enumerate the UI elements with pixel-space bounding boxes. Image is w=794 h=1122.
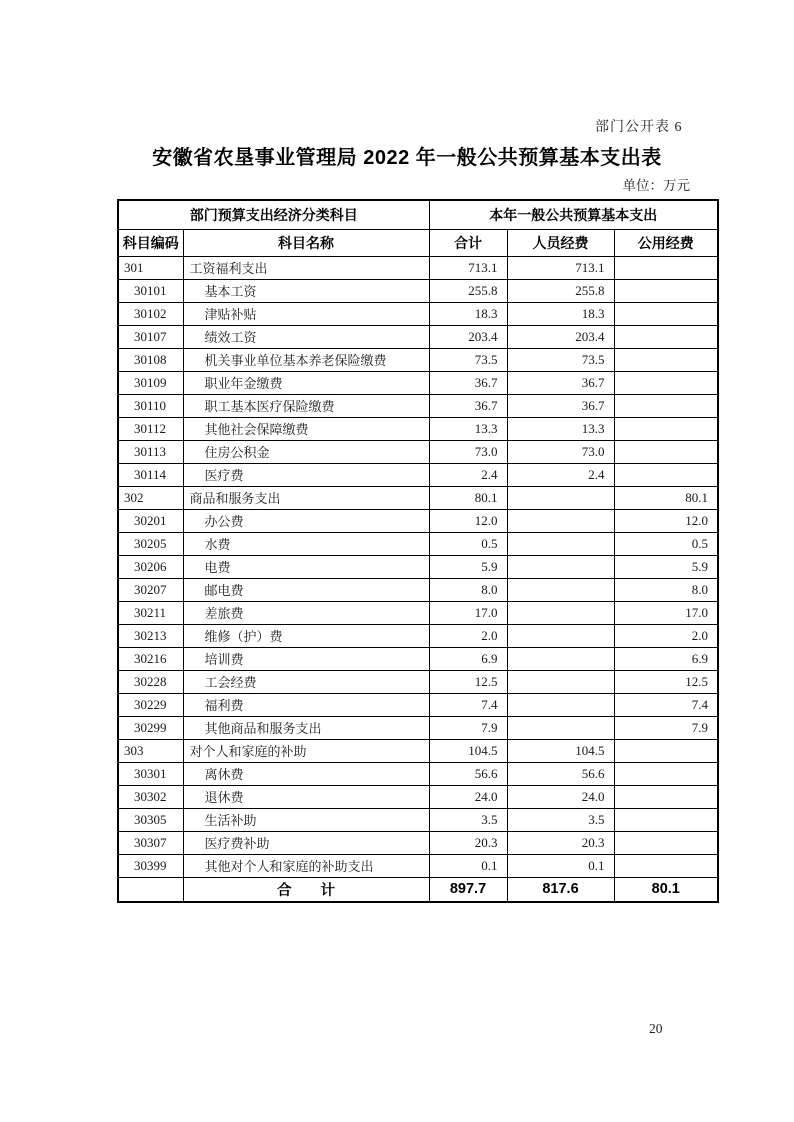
table-row: [118, 739, 718, 762]
cell-name: 绩效工资: [183, 325, 429, 348]
header-group-right: 本年一般公共预算基本支出: [429, 200, 718, 229]
cell-personnel: 255.8: [507, 279, 614, 302]
table-row: [118, 693, 718, 716]
cell-name: 住房公积金: [183, 440, 429, 463]
cell-public: [614, 831, 718, 854]
table-row: [118, 555, 718, 578]
column-header-personnel: 人员经费: [507, 229, 614, 256]
cell-public: 12.5: [614, 670, 718, 693]
cell-public: 6.9: [614, 647, 718, 670]
cell-code: 301: [118, 256, 183, 279]
cell-name: 退休费: [183, 785, 429, 808]
header-group-row: [118, 200, 718, 229]
cell-code: 30206: [118, 555, 183, 578]
cell-name: 工资福利支出: [183, 256, 429, 279]
cell-public: [614, 394, 718, 417]
table-row: [118, 716, 718, 739]
cell-public: 17.0: [614, 601, 718, 624]
cell-code: 30213: [118, 624, 183, 647]
column-header-total: 合计: [429, 229, 507, 256]
table-row: [118, 785, 718, 808]
cell-personnel: 203.4: [507, 325, 614, 348]
cell-name: 生活补助: [183, 808, 429, 831]
cell-public: [614, 348, 718, 371]
sheet-label: 部门公开表 6: [595, 120, 683, 135]
cell-personnel: [507, 647, 614, 670]
cell-name: 商品和服务支出: [183, 486, 429, 509]
cell-personnel: 13.3: [507, 417, 614, 440]
page-number: 20: [649, 1021, 663, 1036]
cell-code: 30201: [118, 509, 183, 532]
cell-personnel: 0.1: [507, 854, 614, 877]
cell-name: 办公费: [183, 509, 429, 532]
table-row: [118, 532, 718, 555]
cell-public: [614, 371, 718, 394]
cell-code: 30307: [118, 831, 183, 854]
total-row-code-cell: [118, 877, 183, 902]
column-header-public: 公用经费: [614, 229, 718, 256]
cell-public: 8.0: [614, 578, 718, 601]
table-row: [118, 279, 718, 302]
cell-name: 其他商品和服务支出: [183, 716, 429, 739]
cell-name: 其他对个人和家庭的补助支出: [183, 854, 429, 877]
cell-total: 73.0: [429, 440, 507, 463]
cell-code: 30114: [118, 463, 183, 486]
total-row-personnel: 817.6: [507, 877, 614, 902]
cell-personnel: 36.7: [507, 371, 614, 394]
cell-personnel: [507, 509, 614, 532]
cell-total: 12.0: [429, 509, 507, 532]
cell-name: 邮电费: [183, 578, 429, 601]
cell-code: 30207: [118, 578, 183, 601]
cell-name: 水费: [183, 532, 429, 555]
cell-code: 30229: [118, 693, 183, 716]
cell-public: [614, 440, 718, 463]
table-row: [118, 325, 718, 348]
cell-personnel: [507, 555, 614, 578]
cell-code: 30299: [118, 716, 183, 739]
budget-table: [117, 199, 719, 903]
table-row: [118, 808, 718, 831]
cell-name: 职业年金缴费: [183, 371, 429, 394]
cell-total: 6.9: [429, 647, 507, 670]
table-row: [118, 302, 718, 325]
cell-name: 对个人和家庭的补助: [183, 739, 429, 762]
total-row-total: 897.7: [429, 877, 507, 902]
cell-public: 7.9: [614, 716, 718, 739]
cell-public: 2.0: [614, 624, 718, 647]
cell-public: 80.1: [614, 486, 718, 509]
column-header-code: 科目编码: [118, 229, 183, 256]
cell-public: [614, 256, 718, 279]
cell-total: 13.3: [429, 417, 507, 440]
cell-code: 30302: [118, 785, 183, 808]
cell-code: 30305: [118, 808, 183, 831]
cell-public: 0.5: [614, 532, 718, 555]
cell-personnel: [507, 578, 614, 601]
cell-personnel: 20.3: [507, 831, 614, 854]
cell-personnel: [507, 486, 614, 509]
table-row: [118, 509, 718, 532]
cell-total: 2.0: [429, 624, 507, 647]
cell-personnel: 24.0: [507, 785, 614, 808]
cell-total: 7.4: [429, 693, 507, 716]
cell-public: [614, 302, 718, 325]
cell-code: 30110: [118, 394, 183, 417]
cell-personnel: 18.3: [507, 302, 614, 325]
cell-personnel: [507, 532, 614, 555]
unit-note: 单位：万元: [622, 178, 690, 193]
table-row: [118, 417, 718, 440]
cell-code: 303: [118, 739, 183, 762]
table-row: [118, 486, 718, 509]
table-row: [118, 762, 718, 785]
cell-personnel: 73.5: [507, 348, 614, 371]
table-header: [118, 200, 718, 256]
cell-name: 电费: [183, 555, 429, 578]
cell-total: 80.1: [429, 486, 507, 509]
cell-total: 255.8: [429, 279, 507, 302]
cell-code: 302: [118, 486, 183, 509]
cell-personnel: 104.5: [507, 739, 614, 762]
table-row: [118, 463, 718, 486]
cell-total: 3.5: [429, 808, 507, 831]
table-row: [118, 394, 718, 417]
table-row: [118, 440, 718, 463]
cell-name: 离休费: [183, 762, 429, 785]
cell-personnel: 3.5: [507, 808, 614, 831]
header-columns-row: [118, 229, 718, 256]
cell-total: 0.5: [429, 532, 507, 555]
cell-total: 203.4: [429, 325, 507, 348]
cell-personnel: 73.0: [507, 440, 614, 463]
cell-code: 30112: [118, 417, 183, 440]
cell-public: [614, 739, 718, 762]
cell-code: 30102: [118, 302, 183, 325]
cell-personnel: 713.1: [507, 256, 614, 279]
cell-public: [614, 854, 718, 877]
cell-total: 17.0: [429, 601, 507, 624]
cell-personnel: [507, 670, 614, 693]
cell-total: 713.1: [429, 256, 507, 279]
cell-code: 30205: [118, 532, 183, 555]
header-group-left: 部门预算支出经济分类科目: [118, 200, 429, 229]
cell-total: 104.5: [429, 739, 507, 762]
column-header-name: 科目名称: [183, 229, 429, 256]
cell-personnel: 36.7: [507, 394, 614, 417]
cell-public: [614, 279, 718, 302]
cell-total: 12.5: [429, 670, 507, 693]
cell-public: [614, 325, 718, 348]
cell-total: 0.1: [429, 854, 507, 877]
total-row: [118, 877, 718, 902]
cell-code: 30211: [118, 601, 183, 624]
cell-total: 5.9: [429, 555, 507, 578]
cell-public: [614, 785, 718, 808]
cell-total: 20.3: [429, 831, 507, 854]
cell-code: 30216: [118, 647, 183, 670]
cell-name: 工会经费: [183, 670, 429, 693]
cell-total: 7.9: [429, 716, 507, 739]
table-body: [118, 256, 718, 877]
cell-total: 2.4: [429, 463, 507, 486]
cell-code: 30107: [118, 325, 183, 348]
cell-name: 津贴补贴: [183, 302, 429, 325]
cell-code: 30301: [118, 762, 183, 785]
cell-public: [614, 463, 718, 486]
cell-public: [614, 417, 718, 440]
cell-name: 职工基本医疗保险缴费: [183, 394, 429, 417]
cell-total: 36.7: [429, 371, 507, 394]
cell-name: 福利费: [183, 693, 429, 716]
cell-code: 30399: [118, 854, 183, 877]
cell-name: 医疗费: [183, 463, 429, 486]
table-row: [118, 647, 718, 670]
cell-total: 56.6: [429, 762, 507, 785]
cell-personnel: [507, 716, 614, 739]
cell-code: 30101: [118, 279, 183, 302]
cell-name: 医疗费补助: [183, 831, 429, 854]
cell-name: 差旅费: [183, 601, 429, 624]
table-row: [118, 348, 718, 371]
cell-total: 8.0: [429, 578, 507, 601]
table-footer: [118, 877, 718, 902]
cell-total: 36.7: [429, 394, 507, 417]
page-title: 安徽省农垦事业管理局 2022 年一般公共预算基本支出表: [152, 147, 662, 169]
table-row: [118, 670, 718, 693]
cell-total: 24.0: [429, 785, 507, 808]
cell-personnel: [507, 601, 614, 624]
cell-public: [614, 762, 718, 785]
cell-personnel: [507, 693, 614, 716]
total-row-public: 80.1: [614, 877, 718, 902]
total-row-label: 合 计: [183, 877, 429, 902]
cell-code: 30113: [118, 440, 183, 463]
cell-public: 5.9: [614, 555, 718, 578]
cell-public: [614, 808, 718, 831]
cell-public: 12.0: [614, 509, 718, 532]
table-row: [118, 371, 718, 394]
cell-personnel: 2.4: [507, 463, 614, 486]
cell-total: 18.3: [429, 302, 507, 325]
cell-name: 机关事业单位基本养老保险缴费: [183, 348, 429, 371]
table-row: [118, 601, 718, 624]
table-row: [118, 854, 718, 877]
cell-total: 73.5: [429, 348, 507, 371]
table-row: [118, 831, 718, 854]
table-row: [118, 624, 718, 647]
table-row: [118, 256, 718, 279]
cell-personnel: 56.6: [507, 762, 614, 785]
cell-code: 30109: [118, 371, 183, 394]
table-row: [118, 578, 718, 601]
cell-public: 7.4: [614, 693, 718, 716]
cell-name: 培训费: [183, 647, 429, 670]
cell-code: 30228: [118, 670, 183, 693]
cell-name: 基本工资: [183, 279, 429, 302]
cell-name: 其他社会保障缴费: [183, 417, 429, 440]
cell-personnel: [507, 624, 614, 647]
cell-code: 30108: [118, 348, 183, 371]
cell-name: 维修（护）费: [183, 624, 429, 647]
